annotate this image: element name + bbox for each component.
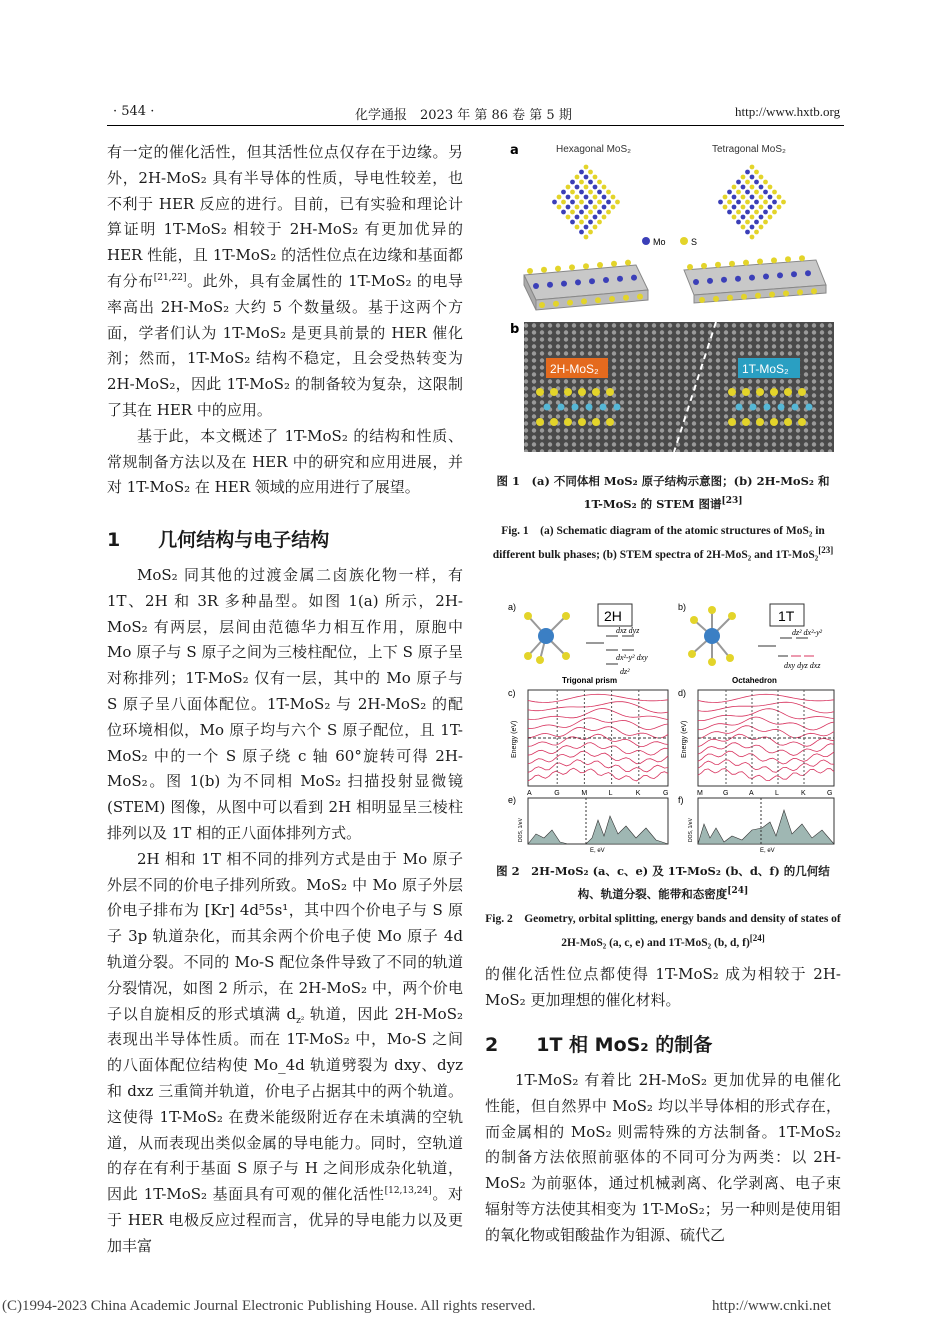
s-atom xyxy=(785,256,791,262)
s-atom xyxy=(750,235,755,240)
s-atom xyxy=(588,230,593,235)
s-atom xyxy=(736,210,741,215)
mo-atom xyxy=(561,190,566,195)
band-ylabel-2h: Energy (eV) xyxy=(511,720,518,758)
s-atom xyxy=(575,195,580,200)
mo-atom xyxy=(588,200,593,205)
page-number: · 544 · xyxy=(113,104,155,119)
header-rule xyxy=(107,125,844,126)
section-2-heading: 2 1T 相 MoS₂ 的制备 xyxy=(485,1034,713,1056)
mo-atom xyxy=(732,205,737,210)
fig2-label-e: e) xyxy=(508,795,517,805)
s-atom xyxy=(769,292,775,298)
s-atom xyxy=(770,388,778,396)
band-ylabel-1t: Energy (eV) xyxy=(681,720,688,758)
s-atom xyxy=(799,255,805,261)
mo-atom xyxy=(768,195,773,200)
s-atom xyxy=(783,290,789,296)
s-atom xyxy=(595,297,601,303)
s-atom xyxy=(606,388,614,396)
s-atom xyxy=(797,289,803,295)
s-atom xyxy=(741,205,746,210)
s-atom xyxy=(768,185,773,190)
s-atom xyxy=(715,262,721,268)
s-atom xyxy=(727,200,732,205)
section-1-heading: 1 几何结构与电子结构 xyxy=(107,529,330,551)
journal-issue: 化学通报 2023 年 第 86 卷 第 5 期 xyxy=(355,108,572,123)
mo-atom xyxy=(750,195,755,200)
kpoint-label: M xyxy=(581,790,588,797)
mo-atom xyxy=(777,272,783,278)
mo-atom xyxy=(603,277,609,283)
s-atom xyxy=(536,418,544,426)
s-atom xyxy=(763,220,768,225)
s-atom xyxy=(754,210,759,215)
fig2-label-d: d) xyxy=(678,688,687,698)
paragraph-summary: 基于此，本文概述了 1T-MoS₂ 的结构和性质、常规制备方法以及在 HER 中的研究和应用进展，并对 1T-MoS₂ 在 HER 领域的应用进行了展望。 xyxy=(107,426,463,497)
s-atom xyxy=(579,200,584,205)
s-atom xyxy=(592,418,600,426)
s-atom xyxy=(550,418,558,426)
s-atom xyxy=(592,388,600,396)
s-atom xyxy=(575,225,580,230)
mo-atom xyxy=(763,274,769,280)
mo-atom xyxy=(575,215,580,220)
s-atom xyxy=(729,261,735,267)
fig2-label-c: c) xyxy=(508,688,516,698)
mo-atom xyxy=(631,275,637,281)
s-atom xyxy=(742,388,750,396)
mo-atom xyxy=(707,278,713,284)
mo-atom xyxy=(745,190,750,195)
kpoint-label: G xyxy=(723,790,729,797)
s-atom xyxy=(611,261,617,267)
orbital-splitting-2h xyxy=(586,626,648,676)
s-atom xyxy=(811,288,817,294)
mo-atom xyxy=(736,220,741,225)
mo-atom xyxy=(617,276,623,282)
s-atom xyxy=(597,262,603,268)
mo-atom xyxy=(727,210,732,215)
s-atom xyxy=(756,418,764,426)
mo-atom xyxy=(552,200,557,205)
s-atom xyxy=(611,205,616,210)
s-atom xyxy=(588,170,593,175)
figure-2 xyxy=(506,598,839,854)
s-atom xyxy=(736,404,743,411)
s-atom xyxy=(798,418,806,426)
kpoint-label: G xyxy=(663,790,669,797)
mo-atom xyxy=(727,190,732,195)
mo-atom xyxy=(721,277,727,283)
s-atom xyxy=(564,388,572,396)
mo-atom xyxy=(745,210,750,215)
mo-atom xyxy=(693,279,699,285)
mo-atom xyxy=(588,220,593,225)
figure-1 xyxy=(506,140,839,462)
mo-atom xyxy=(745,230,750,235)
mo-atom xyxy=(805,270,811,276)
kpoint-label: A xyxy=(527,790,532,797)
s-atom xyxy=(553,301,559,307)
mo-atom xyxy=(745,170,750,175)
mo-atom xyxy=(768,205,773,210)
s-atom-legend-icon xyxy=(680,237,688,245)
s-atom xyxy=(759,195,764,200)
mo-atom xyxy=(566,195,571,200)
s-atom xyxy=(728,388,736,396)
stem-image xyxy=(524,322,834,452)
mo-atom xyxy=(759,185,764,190)
s-atom xyxy=(575,205,580,210)
fig1-panel-b-label: b xyxy=(510,322,520,337)
s-atom xyxy=(742,418,750,426)
s-atom xyxy=(597,220,602,225)
left-column-bottom xyxy=(107,563,463,1260)
paragraph-crystal-phases: MoS₂ 同其他的过渡金属二卤族化物一样，有 1T、2H 和 3R 多种晶型。如图 1(a) 所示，2H-MoS₂ 有两层，层间由范德华力相互作用，原胞中 Mo 原子与 S 原子之间为三棱柱配位，上下 S 原子呈对称排列；1T-MoS₂ 仅有一层，其中的 Mo 原子与 S 原子呈八面体配位。1T-MoS₂ 与 2H-MoS₂ 的配位环境相似，Mo 原子均与六个 S 原子配位，且 1T-MoS₂ 中的一个 S 原子绕 c 轴 60°旋转可得 2H-MoS₂。图 1(b) 为不同相 MoS₂ 扫描投射显微镜 (STEM) 图像，从图中可以看到 2H 相明显呈三棱柱排列以及 1T 相的正八面体排列方式。 xyxy=(107,566,463,842)
s-atom xyxy=(759,175,764,180)
s-atom xyxy=(792,404,799,411)
mo-atom xyxy=(589,278,595,284)
s-atom xyxy=(743,260,749,266)
s-atom xyxy=(544,404,551,411)
fig2-label-f: f) xyxy=(678,795,684,805)
figure-1-graphic xyxy=(506,140,839,462)
paragraph-electron-config: 2H 相和 1T 相不同的排列方式是由于 Mo 原子外层不同的价电子排列所致。MoS₂ 中 Mo 原子外层价电子排布为 [Kr] 4d⁵5s¹，其中四个价电子与 S 原子 3p 轨道杂化，而其余两个价电子使 Mo 原子 4d 轨道分裂。不同的 Mo-S 配位条件导致了不同的轨道分裂情况，如图 2 所示，在 2H-MoS₂ 中，两个价电子以自旋相反的形式填满 $d_{z^2}$ 轨道，因此 2H-MoS₂ 表现出半导体性质。而在 1T-MoS₂ 中，Mo-S 之间的八面体配位结构使 Mo_4d 轨道劈裂为 dxy、dyz 和 dxz 三重简并轨道，价电子占据其中的两个轨道。这使得 1T-MoS₂ 在费米能级附近存在未填满的空轨道，从而表现出类似金属的导电能力。同时，空轨道的存在有利于基面 S 原子与 H 之间形成杂化轨道，因此 1T-MoS₂ 基面具有可观的催化活性[12,13,24]。对于 HER 电极反应过程而言，优异的导电能力以及更加丰富 xyxy=(107,849,463,1255)
s-atom xyxy=(763,200,768,205)
left-column-top xyxy=(107,140,463,501)
mo-atom xyxy=(754,220,759,225)
mo-atom xyxy=(759,215,764,220)
s-atom xyxy=(593,205,598,210)
s-atom xyxy=(527,268,533,274)
figure-2-caption-cn: 图 2 2H-MoS₂ (a、c、e) 及 1T-MoS₂ (b、d、f) 的几何结构、轨道分裂、能带和态密度[24] xyxy=(496,864,830,901)
svg-text:dxy dyz dxz: dxy dyz dxz xyxy=(784,661,821,670)
s-atom xyxy=(606,418,614,426)
dos-xlabel-1t: E, eV xyxy=(760,848,775,854)
mo-atom xyxy=(772,200,777,205)
mo-atom xyxy=(750,205,755,210)
mo-atom xyxy=(570,220,575,225)
s-atom xyxy=(623,295,629,301)
s-atom xyxy=(584,235,589,240)
s-atom xyxy=(570,210,575,215)
mo-atom xyxy=(593,215,598,220)
s-atom xyxy=(566,185,571,190)
mo-atom xyxy=(566,205,571,210)
kpoint-label: G xyxy=(827,790,833,797)
paragraph-preparation: 1T-MoS₂ 有着比 2H-MoS₂ 更加优异的电催化性能，但自然界中 MoS₂ 均以半导体相的形式存在，而金属相的 MoS₂ 则需特殊的方法制备。1T-MoS₂ 的制备方法依照前驱体的不同可分为两类：以 2H-MoS₂ 为前驱体，通过机械剥离、化学剥离、电子束辐射等方法使其相变为 1T-MoS₂；另一种则是使用钼的氧化物或钼酸盐作为钼源、硫代乙 xyxy=(485,1071,841,1244)
s-atom xyxy=(732,185,737,190)
s-atom xyxy=(781,200,786,205)
s-atom xyxy=(755,293,761,299)
mo-atom xyxy=(570,200,575,205)
s-atom xyxy=(597,200,602,205)
s-atom xyxy=(736,190,741,195)
figure-1-caption-en: Fig. 1 (a) Schematic diagram of the atomic structures of MoS₂ in different bulk phases; (b) STEM spectra of 2H-MoS₂ and 1T-MoS₂[23] xyxy=(492,525,834,561)
s-atom xyxy=(558,404,565,411)
s-atom xyxy=(728,418,736,426)
s-atom xyxy=(615,200,620,205)
s-atom xyxy=(745,220,750,225)
mo-atom xyxy=(736,180,741,185)
trigonal-prism-icon xyxy=(524,612,570,664)
s-atom xyxy=(567,300,573,306)
svg-text:dx²-y² dxy: dx²-y² dxy xyxy=(616,653,648,662)
s-atom xyxy=(750,165,755,170)
orbital-splitting-1t xyxy=(758,628,823,670)
s-atom xyxy=(701,263,707,269)
s-atom xyxy=(732,215,737,220)
s-atom xyxy=(741,175,746,180)
s-atom xyxy=(754,230,759,235)
right-column-section-2 xyxy=(485,1068,841,1249)
s-atom xyxy=(564,418,572,426)
mo-atom xyxy=(763,190,768,195)
fig1-title-tetragonal: Tetragonal MoS₂ xyxy=(712,144,786,155)
fig1-panel-a-label: a xyxy=(510,143,519,158)
mo-atom xyxy=(597,210,602,215)
mo-atom xyxy=(561,281,567,287)
right-column-continuation xyxy=(485,962,841,1014)
figure-2-caption-en: Fig. 2 Geometry, orbital splitting, energy bands and density of states of 2H-MoS₂ (a, c, e) and 1T-MoS₂ (b, d, f)[24] xyxy=(485,913,841,949)
fig2-label-a: a) xyxy=(508,602,517,612)
s-atom xyxy=(763,180,768,185)
s-atom xyxy=(741,195,746,200)
s-atom xyxy=(606,190,611,195)
mo-atom xyxy=(750,175,755,180)
s-atom xyxy=(611,195,616,200)
octahedron-label: Octahedron xyxy=(732,676,777,685)
s-atom xyxy=(772,190,777,195)
s-atom xyxy=(777,195,782,200)
s-atom xyxy=(588,190,593,195)
mo-atom xyxy=(584,225,589,230)
mo-atom xyxy=(533,283,539,289)
journal-url[interactable]: http://www.hxtb.org xyxy=(735,104,841,119)
svg-text:dxz dyz: dxz dyz xyxy=(616,626,640,635)
s-atom xyxy=(557,205,562,210)
s-atom xyxy=(606,210,611,215)
mo-atom xyxy=(561,210,566,215)
s-atom xyxy=(570,190,575,195)
mo-atom xyxy=(750,225,755,230)
mo-atom xyxy=(593,185,598,190)
s-atom xyxy=(699,297,705,303)
kpoint-label: L xyxy=(608,790,613,797)
s-atom xyxy=(539,302,545,308)
mo-atom xyxy=(584,175,589,180)
s-atom xyxy=(566,215,571,220)
octahedron-icon xyxy=(688,606,736,666)
s-atom xyxy=(770,418,778,426)
kpoint-label: L xyxy=(775,790,779,797)
mo-atom xyxy=(741,215,746,220)
cnki-link[interactable]: http://www.cnki.net xyxy=(712,1298,832,1314)
mo-atom xyxy=(579,190,584,195)
s-atom xyxy=(578,418,586,426)
s-atom xyxy=(741,294,747,300)
mo-atom xyxy=(732,195,737,200)
s-atom xyxy=(745,200,750,205)
kpoint-label: K xyxy=(635,790,641,797)
hexagonal-lattice-diagram xyxy=(552,165,620,240)
s-atom xyxy=(579,220,584,225)
paragraph-conclusion-catalyst: 的催化活性位点都使得 1T-MoS₂ 成为相较于 2H-MoS₂ 更加理想的催化材料。 xyxy=(485,965,841,1009)
s-atom xyxy=(750,215,755,220)
s-atom xyxy=(578,388,586,396)
s-atom xyxy=(614,404,621,411)
fig2-label-b: b) xyxy=(678,602,687,612)
s-atom xyxy=(759,205,764,210)
figure-2-graphic xyxy=(506,598,839,854)
s-atom xyxy=(713,296,719,302)
dos-xlabel-2h: E, eV xyxy=(590,848,605,854)
mo-atom xyxy=(579,170,584,175)
s-atom xyxy=(584,215,589,220)
figure-1-caption-cn: 图 1 (a) 不同体相 MoS₂ 原子结构示意图；(b) 2H-MoS₂ 和 1T-MoS₂ 的 STEM 图谱[23] xyxy=(496,474,830,511)
s-atom xyxy=(771,257,777,263)
s-atom xyxy=(750,185,755,190)
s-atom xyxy=(581,298,587,304)
dos-ylabel-2h: DOS, 1/eV xyxy=(518,818,524,842)
mo-atom xyxy=(602,195,607,200)
s-atom xyxy=(575,175,580,180)
s-atom xyxy=(784,418,792,426)
legend-mo-label: Mo xyxy=(653,237,666,247)
s-atom xyxy=(583,263,589,269)
svg-text:dz²: dz² xyxy=(620,667,630,676)
mo-atom xyxy=(754,180,759,185)
s-atom xyxy=(584,185,589,190)
s-atom xyxy=(561,200,566,205)
s-atom xyxy=(637,294,643,300)
mo-atom xyxy=(579,230,584,235)
s-atom xyxy=(550,388,558,396)
mo-atom xyxy=(588,180,593,185)
mo-atom xyxy=(606,200,611,205)
mo-atom xyxy=(597,190,602,195)
s-atom xyxy=(756,388,764,396)
copyright-notice: (C)1994-2023 China Academic Journal Electronic Publishing House. All rights reserved. xyxy=(2,1298,536,1314)
s-atom xyxy=(745,180,750,185)
s-atom xyxy=(784,388,792,396)
s-atom xyxy=(764,404,771,411)
s-atom xyxy=(727,295,733,301)
label-1t: 1T xyxy=(778,608,795,624)
s-atom xyxy=(806,404,813,411)
kpoint-label: A xyxy=(749,790,754,797)
s-atom xyxy=(777,205,782,210)
s-atom xyxy=(750,404,757,411)
mo-atom-legend-icon xyxy=(642,237,650,245)
tetragonal-lattice-diagram xyxy=(718,165,786,240)
paragraph-intro: 有一定的催化活性，但其活性位点仅存在于边缘。另外，2H-MoS₂ 具有半导体的性质，导电性较差，也不利于 HER 反应的进行。目前，已有实验和理论计算证明 1T-MoS₂ 相较于 2H-MoS₂ 有更加优异的 HER 性能，且 1T-MoS₂ 的活性位点在边缘和基面都有分布[21,22]。此外，具有金属性的 1T-MoS₂ 的电导率高出 2H-MoS₂ 大约 5 个数量级。基于这两个方面，学者们认为 1T-MoS₂ 是更具前景的 HER 催化剂；然而，1T-MoS₂ 结构不稳定，且会受热转变为 2H-MoS₂，因此 1T-MoS₂ 的制备较为复杂，这限制了其在 HER 中的应用。 xyxy=(107,143,463,419)
s-atom xyxy=(754,170,759,175)
s-atom xyxy=(579,180,584,185)
s-atom xyxy=(768,215,773,220)
s-atom xyxy=(597,180,602,185)
mo-atom xyxy=(584,205,589,210)
s-atom xyxy=(609,296,615,302)
s-atom xyxy=(759,225,764,230)
s-atom xyxy=(593,225,598,230)
s-atom xyxy=(723,205,728,210)
s-atom xyxy=(757,259,763,265)
kpoint-label: K xyxy=(801,790,806,797)
mo-atom xyxy=(547,282,553,288)
trigonal-prism-label: Trigonal prism xyxy=(562,676,618,685)
dos-ylabel-1t: DOS, 1/eV xyxy=(688,818,694,842)
s-atom xyxy=(541,267,547,273)
s-atom xyxy=(593,175,598,180)
mo-atom xyxy=(575,279,581,285)
s-atom xyxy=(798,388,806,396)
tag-1t-mos2: 1T-MoS₂ xyxy=(742,362,789,376)
s-atom xyxy=(687,264,693,270)
mo-atom xyxy=(763,210,768,215)
s-atom xyxy=(572,404,579,411)
svg-text:dz² dx²-y²: dz² dx²-y² xyxy=(792,628,823,637)
s-atom xyxy=(772,210,777,215)
mo-atom xyxy=(570,180,575,185)
mo-atom xyxy=(584,195,589,200)
s-atom xyxy=(584,165,589,170)
label-2h: 2H xyxy=(604,608,622,624)
kpoint-label: G xyxy=(554,790,560,797)
s-atom xyxy=(536,388,544,396)
s-atom xyxy=(600,404,607,411)
mo-atom xyxy=(579,210,584,215)
mo-atom xyxy=(749,275,755,281)
s-atom xyxy=(593,195,598,200)
mo-atom xyxy=(754,200,759,205)
s-atom xyxy=(602,185,607,190)
mo-atom xyxy=(735,276,741,282)
mo-atom xyxy=(718,200,723,205)
mo-atom xyxy=(741,185,746,190)
s-atom xyxy=(569,264,575,270)
s-atom xyxy=(586,404,593,411)
kpoint-label: M xyxy=(697,790,703,797)
s-atom xyxy=(723,195,728,200)
s-atom xyxy=(588,210,593,215)
s-atom xyxy=(555,266,561,272)
mo-atom xyxy=(736,200,741,205)
s-atom xyxy=(741,225,746,230)
s-atom xyxy=(625,260,631,266)
s-atom xyxy=(557,195,562,200)
tag-2h-mos2: 2H-MoS₂ xyxy=(550,362,599,376)
fig1-title-hexagonal: Hexagonal MoS₂ xyxy=(556,144,632,155)
legend-s-label: S xyxy=(691,237,698,247)
mo-atom xyxy=(575,185,580,190)
mo-atom xyxy=(602,205,607,210)
s-atom xyxy=(602,215,607,220)
mo-atom xyxy=(791,271,797,277)
s-atom xyxy=(754,190,759,195)
s-atom xyxy=(778,404,785,411)
